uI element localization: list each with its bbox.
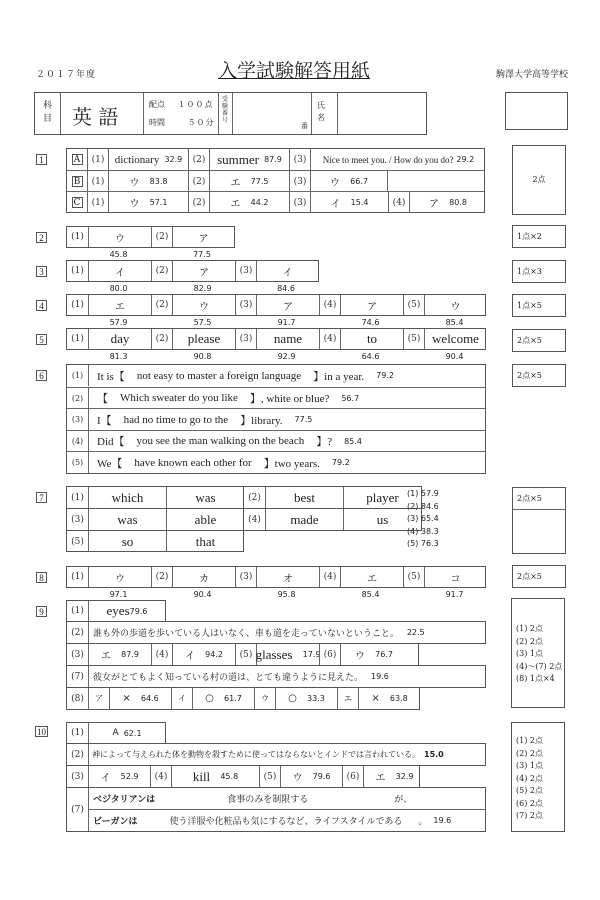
answer-cell: イ 94.2: [172, 644, 235, 665]
answer-cell: イ: [256, 261, 318, 281]
question-number-6: 6: [36, 370, 47, 381]
answer-cell: ビーガンは 使う洋服や化粧品も気にするなど、ライフスタイルである 。 19.6: [88, 810, 485, 831]
item-label: (3): [71, 514, 84, 525]
answer-cell: × 63.8: [358, 688, 420, 709]
q1-table: [66, 148, 485, 213]
item-label: (3): [71, 415, 84, 425]
item-label: (1): [71, 334, 84, 344]
q2-table: (1) ウ (2) ア: [66, 226, 235, 248]
answer-cell: オ: [256, 567, 319, 587]
answer-cell: 誰も外の歩道を歩いている人はいなく、車も道を走っていないということ。 22.5: [88, 622, 485, 643]
sentence-row: [67, 365, 485, 387]
item-label: (6): [319, 644, 340, 665]
answer-cell: ウ: [88, 227, 151, 247]
question-number-7: 7: [36, 492, 47, 503]
item-label: (3): [235, 567, 256, 587]
answer-cell: エ 77.5: [209, 171, 289, 192]
item-label: (1): [71, 728, 84, 738]
q7-points-box: 2点×5: [512, 487, 566, 554]
item-label: (4): [319, 567, 340, 587]
rate-label: 95.8: [277, 590, 296, 599]
question-number-10: 10: [37, 727, 46, 737]
answer-group: [66, 486, 244, 509]
answer-row: [66, 743, 486, 766]
answer-cell: glasses 17.9: [256, 644, 319, 665]
rate-label: 57.9: [109, 318, 128, 327]
exam-number-label: 受験番号: [222, 96, 229, 124]
item-label: (4): [150, 766, 171, 787]
item-label: (5): [71, 458, 84, 468]
question-number-2: 2: [36, 232, 47, 243]
item-label: (5): [403, 329, 424, 349]
item-label: (1): [87, 192, 108, 213]
q5-table: [66, 328, 486, 350]
subject-name: 英 語: [72, 105, 119, 129]
q7-rates: (1) 57.9 (2) 84.6 (3) 65.4 (4) 38.3 (5) 76.3: [407, 489, 439, 548]
answer-cell: welcome: [424, 329, 486, 349]
sentence-row: [67, 387, 485, 409]
answer-cell: was: [166, 487, 244, 508]
item-label: (2): [151, 295, 172, 315]
answer-row: [66, 665, 486, 688]
header-info-box: [34, 92, 427, 135]
rate-label: 85.4: [361, 590, 380, 599]
answer-cell: イ 52.9: [88, 766, 150, 787]
rate-label: 91.7: [277, 318, 296, 327]
q6-points-box: 2点×5: [512, 364, 566, 387]
answer-cell: ウ 79.6: [280, 766, 342, 787]
rate-label: 84.6: [277, 284, 295, 293]
item-label: (5): [235, 644, 256, 665]
rate-label: 77.5: [193, 250, 211, 259]
school-name: 駒澤大学高等学校: [496, 70, 569, 80]
rate-label: 81.3: [109, 352, 128, 361]
answer-cell: ベジタリアンは 食事のみを制限する が、: [88, 788, 485, 810]
exam-number-suffix: 番: [301, 122, 308, 130]
item-label: (1): [87, 149, 108, 170]
item-label: (8): [71, 693, 84, 704]
rate-label: 91.7: [445, 590, 464, 599]
answer-cell: 彼女がとてもよく知っている村の道は、とても違うように見えた。 19.6: [88, 666, 485, 687]
item-label: (1): [71, 300, 84, 310]
question-number-4: 4: [36, 300, 47, 311]
answer-cell: イ 15.4: [310, 192, 388, 213]
item-label: (2): [188, 171, 209, 192]
rate-label: 82.9: [193, 284, 212, 293]
part-tag-b: B: [72, 176, 83, 187]
name-field[interactable]: [338, 93, 426, 134]
answer-cell: day: [88, 329, 151, 349]
item-label: エ: [337, 688, 358, 709]
sentence-row: [67, 430, 485, 452]
answer-cell: It is【 not easy to master a foreign language 】in a year. 79.2: [88, 365, 485, 386]
answer-cell: ウ 83.8: [108, 171, 188, 192]
q8-points-box: 2点×5: [512, 565, 566, 588]
item-label: (1): [87, 171, 108, 192]
q10-table: [66, 722, 486, 832]
answer-cell: summer 87.9: [209, 149, 289, 170]
item-label: (2): [151, 329, 172, 349]
answer-cell: エ 32.9: [363, 766, 425, 787]
sentence-row: [67, 408, 485, 430]
item-label: (2): [188, 149, 209, 170]
item-label: (2): [151, 567, 172, 587]
answer-cell: I【 had no time to go to the 】library. 77.5: [88, 409, 485, 430]
item-label: (3): [289, 192, 310, 213]
rate-label: 64.6: [361, 352, 380, 361]
answer-cell: made: [265, 509, 343, 530]
answer-cell: able: [166, 509, 244, 530]
time-label: 時間: [149, 118, 165, 127]
item-label: (7): [71, 671, 84, 682]
item-label: (4): [248, 514, 261, 525]
answer-cell: エ: [88, 295, 151, 315]
item-label: (5): [403, 567, 424, 587]
score-value: １００点: [177, 100, 214, 109]
answer-group: [66, 530, 244, 552]
subject-label: 科目: [43, 101, 53, 124]
rate-label: 90.4: [193, 590, 212, 599]
answer-cell: that: [166, 531, 244, 552]
rate-label: 92.9: [277, 352, 296, 361]
q9-points-box: (1) 2点 (2) 2点 (3) 1点 (4)〜(7) 2点 (8) 1点×4: [511, 598, 565, 708]
answer-cell: ウ: [88, 567, 151, 587]
item-label: (2): [71, 393, 84, 403]
answer-row: [66, 787, 486, 832]
answer-group: [243, 486, 422, 509]
answer-row: [66, 765, 420, 788]
q1-points-box: 2点: [512, 145, 566, 215]
score-label: 配点: [149, 100, 165, 109]
part-tag-a: A: [72, 154, 83, 165]
question-number-3: 3: [36, 266, 47, 277]
answer-cell: Nice to meet you. / How do you do? 29.2: [310, 149, 486, 170]
answer-cell: イ: [88, 261, 151, 281]
sentence-row: [67, 451, 485, 473]
q8-table: [66, 566, 486, 588]
item-label: (3): [235, 329, 256, 349]
answer-cell: ○ 33.3: [275, 688, 337, 709]
q7-table: [66, 486, 421, 552]
q6-table: [66, 364, 486, 474]
item-label: (2): [188, 192, 209, 213]
answer-cell: best: [265, 487, 343, 508]
item-label: (3): [71, 649, 84, 660]
item-label: (5): [403, 295, 424, 315]
answer-cell: 【 Which sweater do you like 】, white or blue? 56.7: [88, 388, 485, 409]
answer-cell: so: [88, 531, 166, 552]
page-title: 入学試験解答用紙: [218, 60, 371, 82]
rate-label: 85.4: [445, 318, 464, 327]
rate-label: 90.4: [445, 352, 464, 361]
item-label: (5): [71, 536, 84, 547]
question-number-8: 8: [36, 572, 47, 583]
q9-table: [66, 600, 486, 710]
item-label: (2): [248, 492, 261, 503]
item-label: (1): [71, 492, 84, 503]
answer-cell: ウ 57.1: [108, 192, 188, 213]
item-label: イ: [171, 688, 192, 709]
answer-cell: ウ 76.7: [340, 644, 407, 665]
exam-year: ２０１７年度: [36, 70, 97, 80]
item-label: (4): [151, 644, 172, 665]
item-label: (7): [71, 804, 84, 815]
q4-table: [66, 294, 486, 316]
answer-row: [66, 643, 419, 666]
answer-cell: ア 80.8: [409, 192, 486, 213]
q10-points-box: (1) 2点 (2) 2点 (3) 1点 (4) 2点 (5) 2点 (6) 2点 (7) 2点: [511, 722, 565, 832]
answer-cell: エ 44.2: [209, 192, 289, 213]
answer-cell: × 64.6: [109, 688, 171, 709]
answer-cell: エ: [340, 567, 403, 587]
answer-cell: ウ 66.7: [310, 171, 388, 192]
item-label: (4): [319, 295, 340, 315]
name-label: 氏名: [317, 101, 325, 122]
q2-points-box: 1点×2: [512, 225, 566, 248]
answer-cell: ア: [172, 261, 235, 281]
item-label: (4): [71, 436, 84, 446]
answer-cell: コ: [424, 567, 486, 587]
answer-row: [66, 600, 166, 622]
answer-cell: kill 45.8: [171, 766, 259, 787]
question-number-5: 5: [36, 334, 47, 345]
answer-cell: Did【 you see the man walking on the beach 】? 85.4: [88, 431, 485, 452]
item-label: (4): [319, 329, 340, 349]
item-label: ウ: [254, 688, 275, 709]
answer-cell: A 62.1: [88, 723, 165, 743]
answer-cell: dictionary 32.9: [108, 149, 188, 170]
answer-cell: to: [340, 329, 403, 349]
answer-cell: which: [88, 487, 166, 508]
rate-label: 57.5: [193, 318, 212, 327]
item-label: (2): [71, 749, 84, 760]
rate-label: 80.0: [109, 284, 128, 293]
rate-label: 45.8: [109, 250, 128, 259]
answer-cell: eyes 79.6: [88, 601, 165, 621]
time-value: ５０分: [187, 118, 215, 127]
q3-points-box: 1点×3: [512, 260, 566, 283]
q5-points-box: 2点×5: [512, 329, 566, 352]
item-label: (3): [289, 171, 310, 192]
total-score-box[interactable]: [505, 92, 568, 130]
item-label: (1): [71, 572, 84, 582]
answer-group: [243, 508, 422, 531]
item-label: (1): [71, 371, 84, 380]
item-label: (5): [259, 766, 280, 787]
answer-cell: ○ 61.7: [192, 688, 254, 709]
answer-cell: ア: [256, 295, 319, 315]
answer-cell: name: [256, 329, 319, 349]
item-label: (1): [71, 606, 84, 616]
answer-row: [66, 687, 420, 710]
answer-cell: was: [88, 509, 166, 530]
answer-cell: We【 have known each other for 】two years. 79.2: [88, 452, 485, 473]
q4-points-box: 1点×5: [512, 294, 566, 317]
rate-label: 97.1: [109, 590, 128, 599]
answer-cell: ウ: [424, 295, 486, 315]
answer-cell: 神によって与えられた体を動物を殺すために使ってはならないとインドでは言われている。 15.0: [88, 744, 485, 765]
answer-cell: ア: [340, 295, 403, 315]
answer-cell: ウ: [172, 295, 235, 315]
answer-cell: カ: [172, 567, 235, 587]
question-number-9: 9: [36, 606, 47, 617]
answer-group: [66, 508, 244, 531]
exam-number-field[interactable]: [233, 93, 311, 134]
item-label: (2): [71, 627, 84, 638]
answer-cell: please: [172, 329, 235, 349]
item-label: ア: [88, 688, 109, 709]
item-label: (3): [71, 771, 84, 782]
rate-label: 90.8: [193, 352, 212, 361]
rate-label: 74.6: [361, 318, 380, 327]
answer-cell: player: [343, 487, 421, 508]
item-label: (4): [388, 192, 409, 213]
item-label: (3): [289, 149, 310, 170]
answer-cell: us: [343, 509, 421, 530]
item-label: (3): [235, 295, 256, 315]
part-tag-c: C: [72, 197, 83, 208]
item-label: (6): [342, 766, 363, 787]
q3-table: (1) イ (2) ア (3) イ: [66, 260, 319, 282]
answer-cell: エ 87.9: [88, 644, 151, 665]
answer-row: [66, 722, 166, 744]
answer-row: [66, 621, 486, 644]
answer-cell: ア: [172, 227, 234, 247]
question-number-1: 1: [36, 154, 47, 165]
